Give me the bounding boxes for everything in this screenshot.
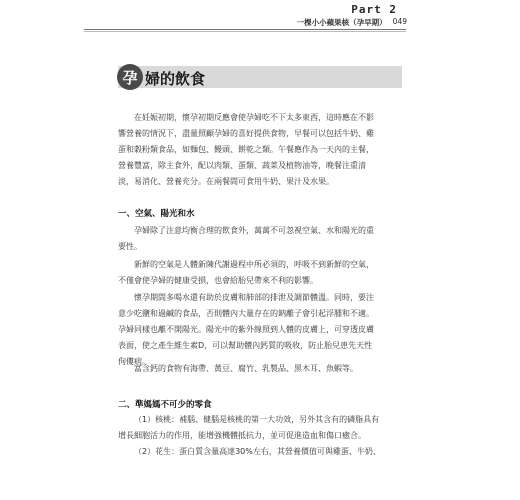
text-line: 新鮮的空氣是人體新陳代謝過程中所必須的，呼吸不到新鮮的空氣， (134, 260, 374, 269)
text-line: 響營養的情況下，盡量照顧孕婦的喜好提供食物，早餐可以包括牛奶、雞 (118, 129, 374, 138)
header-rule-thin (84, 31, 406, 32)
page-number: 049 (392, 17, 407, 26)
text-line: 孕婦同樣也離不開陽光。陽光中的紫外線照到人體的皮膚上，可穿透皮膚 (118, 325, 374, 334)
intro-paragraph (118, 110, 402, 190)
section1-paragraph-2 (118, 257, 402, 289)
running-header-subtitle: 一棵小小蘋果核（孕早期） (296, 18, 387, 27)
section-heading-2: 二、準媽媽不可少的零食 (118, 400, 212, 410)
section1-paragraph-1 (118, 223, 402, 255)
header-rule (84, 29, 406, 30)
chapter-badge: 孕 (117, 64, 143, 90)
chapter-title: 婦的飲食 (145, 70, 206, 88)
running-header (297, 17, 407, 28)
text-line: 蛋和穀粉類食品，如麵包、饅頭、餅乾之類。午餐應作為一天內的主餐， (118, 145, 374, 154)
chapter-title-bar (118, 66, 402, 88)
text-line: （2）花生：蛋白質含量高達30%左右，其營養價值可與雞蛋、牛奶、 (134, 447, 381, 456)
text-line: 富含鈣的食物有海帶、黃豆、腐竹、乳製品、黑木耳、魚蝦等。 (134, 364, 358, 373)
section2-paragraph-2 (118, 444, 402, 460)
text-line: 要性。 (118, 242, 142, 251)
text-line: （1）核桃：補腦、健腦是核桃的第一大功效，另外其含有的磷脂具有 (134, 415, 380, 424)
section-heading-1: 一、空氣、陽光和水 (118, 209, 195, 219)
text-line: 淡，易消化、營養充分。在兩餐間可食用牛奶、果汁及水果。 (118, 177, 334, 186)
text-line: 懷孕期間多喝水還有助於皮膚和肺部的排泄及調節體溫。同時，要注 (134, 293, 374, 302)
section1-paragraph-3 (118, 290, 402, 370)
text-line: 意少吃鹽和過鹹的食品，否則體內大量存在的鈉離子會引起浮腫和不適。 (118, 309, 374, 318)
text-line: 不僅會使孕婦的健康受損，也會給胎兒帶來不利的影響。 (118, 276, 318, 285)
text-line: 佝僂病。 (118, 357, 150, 366)
running-header-part: Part 2 (351, 3, 397, 16)
text-line: 在妊娠初期，懷孕初期反應會使孕婦吃不下太多東西，這時應在不影 (134, 113, 374, 122)
section2-paragraph-1 (118, 412, 402, 444)
text-line: 孕婦除了注意均衡合理的飲食外，萬萬不可忽視空氣、水和陽光的重 (134, 226, 374, 235)
text-line: 營養豐富，除主食外，配以肉類、蛋類、蔬菜及植物油等，晚餐注重清 (118, 161, 366, 170)
text-line: 增長細胞活力的作用，能增強機體抵抗力，並可促進造血和傷口癒合。 (118, 431, 366, 440)
section1-paragraph-4 (118, 361, 402, 377)
text-line: 表面，使之產生維生素D，可以幫助體內鈣質的吸收，防止胎兒患先天性 (118, 341, 373, 350)
